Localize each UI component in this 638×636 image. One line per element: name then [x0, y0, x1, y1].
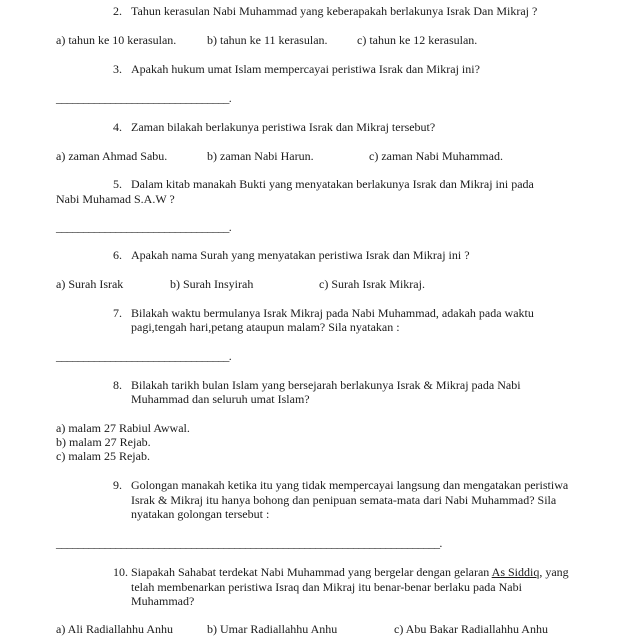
- option-a: a) zaman Ahmad Sabu.: [56, 149, 168, 163]
- question-text-line2: Nabi Muhamad S.A.W ?: [56, 192, 175, 206]
- option-c: c) Abu Bakar Radiallahhu Anhu: [394, 622, 548, 636]
- answer-blank: ________________________________.: [56, 91, 232, 105]
- question-text: Apakah nama Surah yang menyatakan peristiwa Israk dan Mikraj ini ?: [131, 248, 470, 262]
- answer-blank: ________________________________.: [56, 220, 232, 234]
- question-text-line3: nyatakan golongan tersebut :: [131, 507, 270, 521]
- question-number: 6.: [113, 248, 122, 262]
- as-siddiq-underlined: As Siddiq: [491, 565, 540, 579]
- question-number: 10.: [113, 565, 128, 579]
- question-number: 4.: [113, 120, 122, 134]
- question-text: Tahun kerasulan Nabi Muhammad yang keberapakah berlakunya Israk Dan Mikraj ?: [131, 4, 538, 18]
- option-b: b) zaman Nabi Harun.: [207, 149, 314, 163]
- question-text-line1: Dalam kitab manakah Bukti yang menyatakan berlakunya Israk dan Mikraj ini pada: [131, 177, 534, 191]
- option-c: c) tahun ke 12 kerasulan.: [357, 33, 478, 47]
- option-b: b) Surah Insyirah: [170, 277, 254, 291]
- question-text-line2: telah membenarkan peristiwa Israq dan Mikraj itu benar-benar berlaku pada Nabi: [131, 580, 522, 594]
- question-text-line2: pagi,tengah hari,petang ataupun malam? Sila nyatakan :: [131, 320, 400, 334]
- option-c: c) zaman Nabi Muhammad.: [369, 149, 503, 163]
- option-b: b) malam 27 Rejab.: [56, 435, 151, 449]
- question-text-line1: [131, 565, 569, 579]
- option-b: b) tahun ke 11 kerasulan.: [207, 33, 328, 47]
- answer-blank: ________________________________.: [56, 349, 232, 363]
- question-text-line1: Bilakah tarikh bulan Islam yang bersejarah berlakunya Israk & Mikraj pada Nabi: [131, 378, 521, 392]
- question-text: Apakah hukum umat Islam mempercayai peristiwa Israk dan Mikraj ini?: [131, 62, 480, 76]
- question-number: 2.: [113, 4, 122, 18]
- question-text-line1-end: , yang: [539, 565, 569, 579]
- question-number: 3.: [113, 62, 122, 76]
- question-text-line1: Golongan manakah ketika itu yang tidak mempercayai langsung dan mengatakan peristiwa: [131, 478, 569, 492]
- question-number: 5.: [113, 177, 122, 191]
- option-c: c) malam 25 Rejab.: [56, 449, 150, 463]
- question-text-line1-start: Siapakah Sahabat terdekat Nabi Muhammad yang bergelar dengan gelaran: [131, 565, 492, 579]
- option-c: c) Surah Israk Mikraj.: [319, 277, 425, 291]
- answer-blank: _______________________________________________________________________.: [56, 536, 442, 550]
- option-a: a) tahun ke 10 kerasulan.: [56, 33, 177, 47]
- question-number: 9.: [113, 478, 122, 492]
- question-text-line2: Muhammad dan seluruh umat Islam?: [131, 392, 310, 406]
- option-b: b) Umar Radiallahhu Anhu: [207, 622, 338, 636]
- question-number: 8.: [113, 378, 122, 392]
- question-text-line2: Israk & Mikraj itu hanya bohong dan penipuan semata-mata dari Nabi Muhammad? Sila: [131, 493, 557, 507]
- option-a: a) Ali Radiallahhu Anhu: [56, 622, 173, 636]
- option-a: a) Surah Israk: [56, 277, 124, 291]
- question-text-line3: Muhammad?: [131, 594, 195, 608]
- question-number: 7.: [113, 306, 122, 320]
- option-a: a) malam 27 Rabiul Awwal.: [56, 421, 190, 435]
- question-text-line1: Bilakah waktu bermulanya Israk Mikraj pada Nabi Muhammad, adakah pada waktu: [131, 306, 534, 320]
- question-text: Zaman bilakah berlakunya peristiwa Israk dan Mikraj tersebut?: [131, 120, 436, 134]
